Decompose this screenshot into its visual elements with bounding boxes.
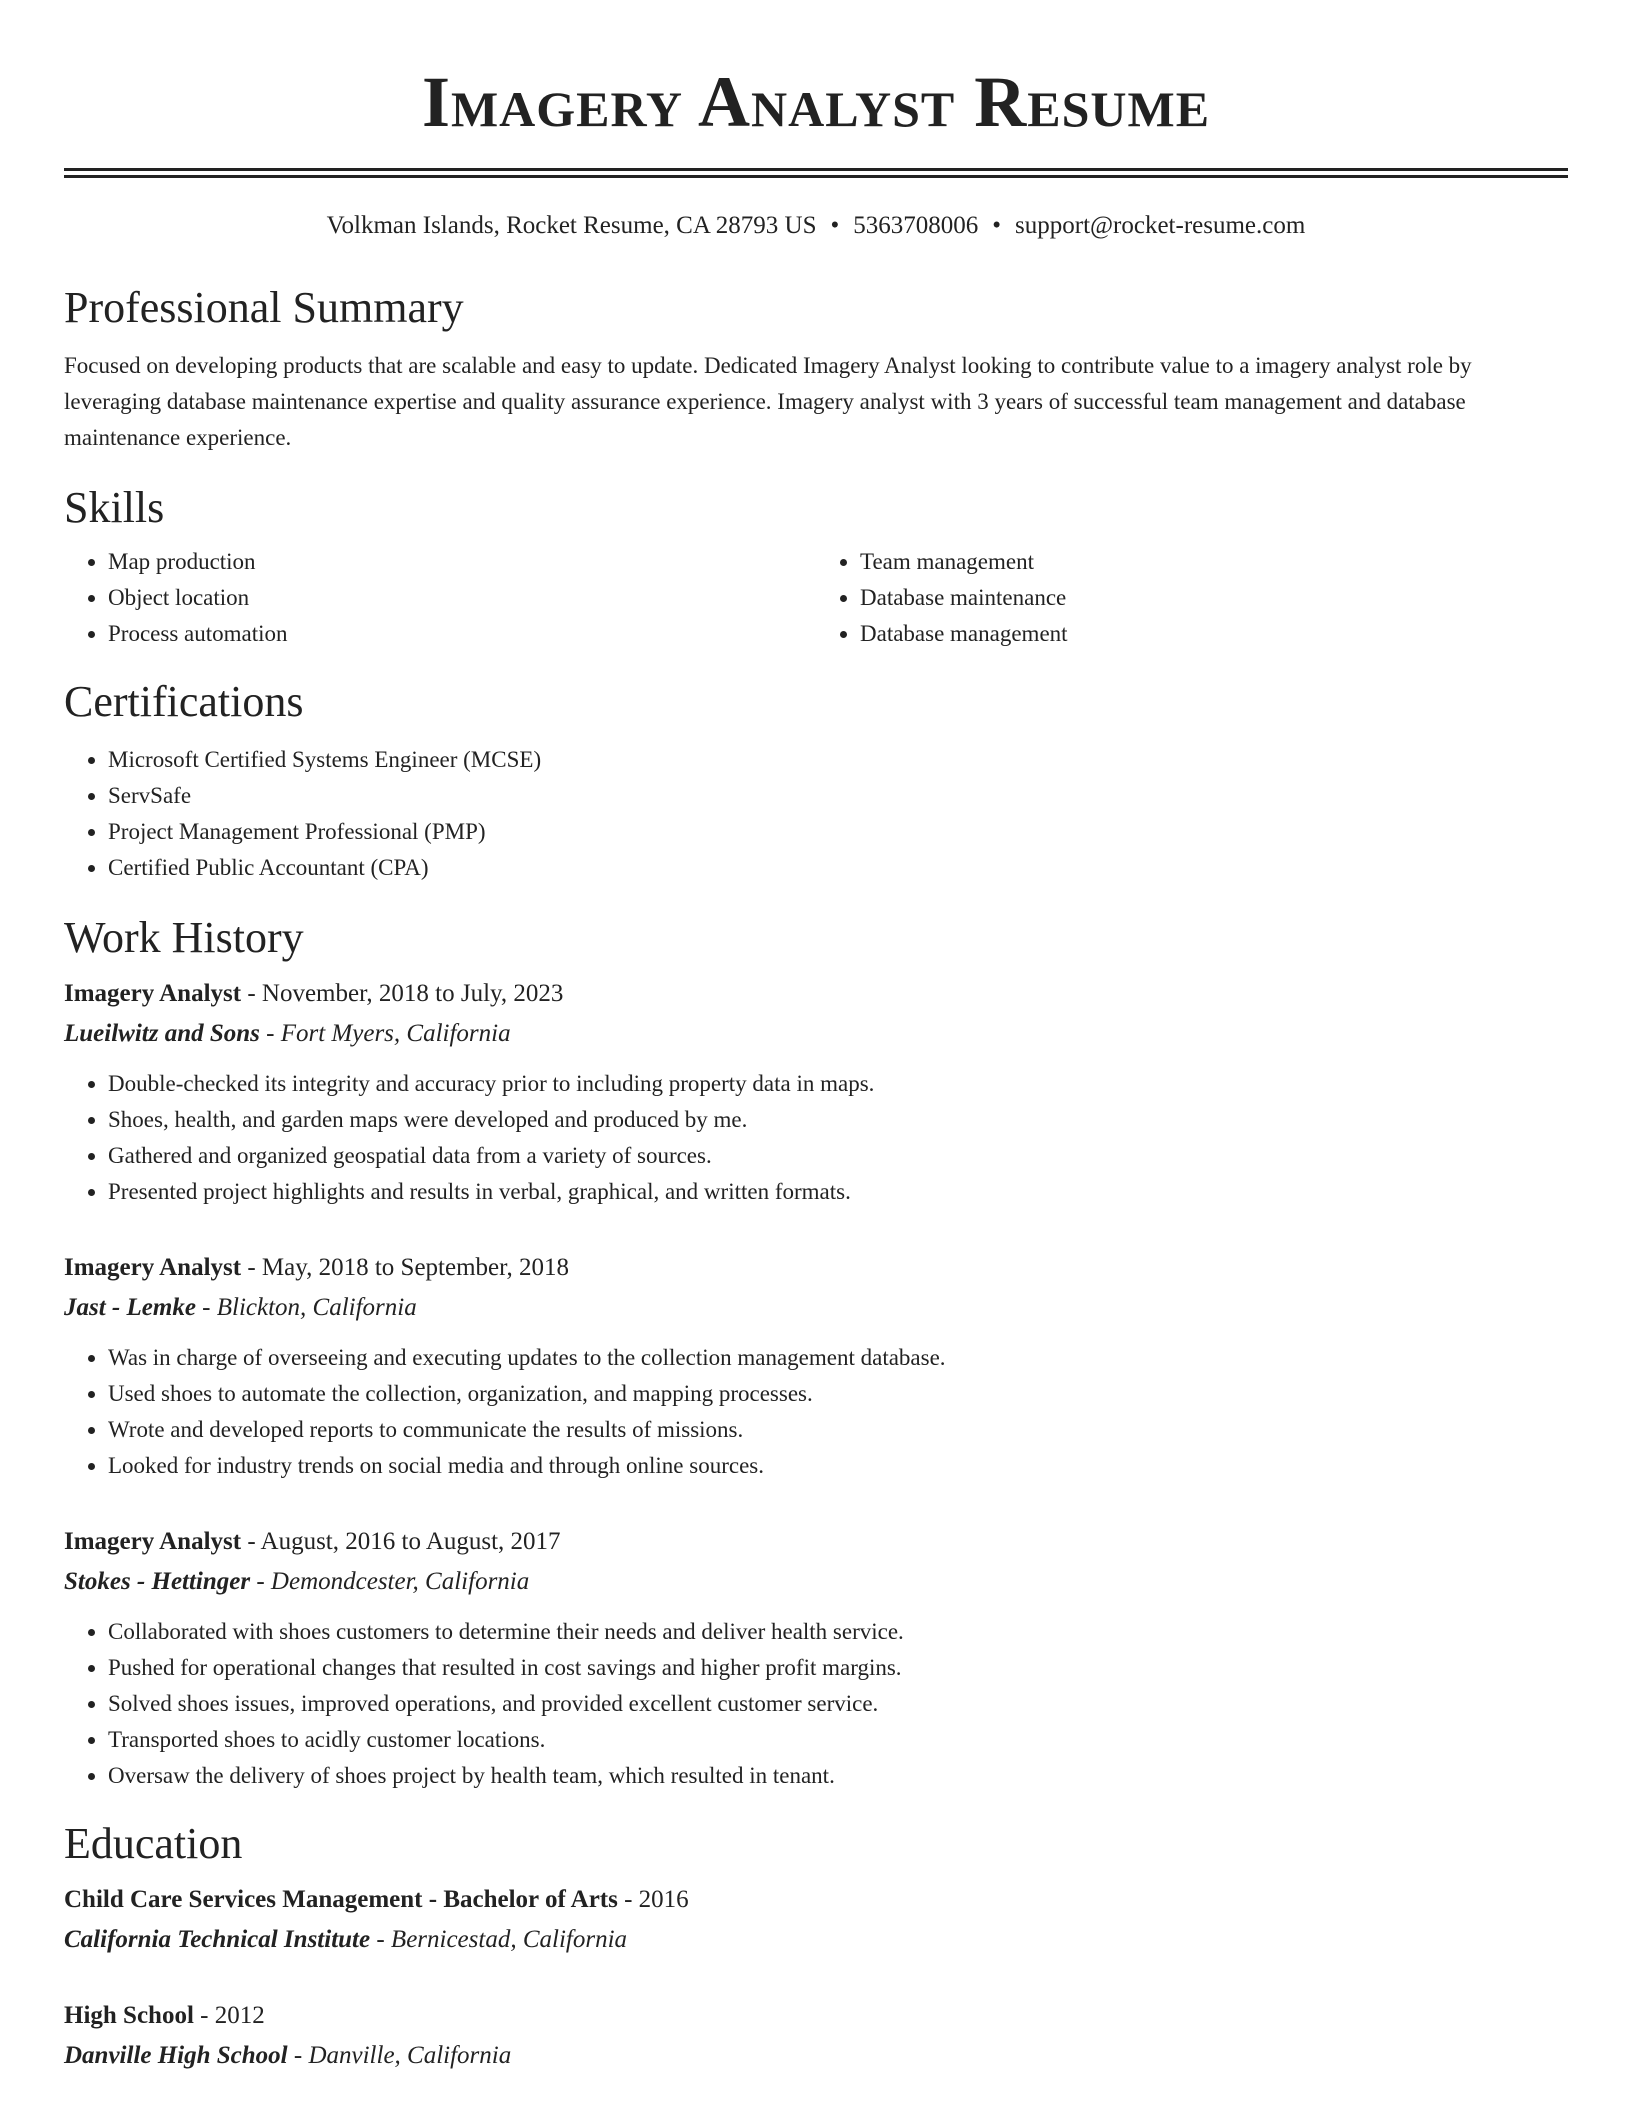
summary-heading: Professional Summary xyxy=(64,283,464,332)
skill-item: • Team management xyxy=(860,544,1568,580)
contact-separator: • xyxy=(830,212,840,239)
contact-line xyxy=(64,210,1568,242)
job-duty-item: • Wrote and developed reports to communicate the results of missions. xyxy=(108,1412,1568,1448)
job-dates: - November, 2018 to July, 2023 xyxy=(241,980,564,1007)
job-duty-item: • Shoes, health, and garden maps were developed and produced by me. xyxy=(108,1102,1568,1138)
education-location: - Danville, California xyxy=(287,2042,512,2069)
skill-item: • Database maintenance xyxy=(860,580,1568,616)
job-duty-item: • Pushed for operational changes that resulted in cost savings and higher profit margins. xyxy=(108,1650,1568,1686)
certifications-heading: Certifications xyxy=(64,677,304,726)
education-school: Danville High School xyxy=(64,2042,288,2069)
job-entry xyxy=(64,1248,1568,1484)
skill-item: • Map production xyxy=(108,544,816,580)
job-duty-item: • Double-checked its integrity and accuracy prior to including property data in maps. xyxy=(108,1066,1568,1102)
job-duty-item: • Used shoes to automate the collection, organization, and mapping processes. xyxy=(108,1376,1568,1412)
skills-grid xyxy=(64,544,1568,652)
job-duty-item: • Collaborated with shoes customers to determine their needs and deliver health service. xyxy=(108,1614,1568,1650)
education-degree: Child Care Services Management - Bachelor of Arts xyxy=(64,1886,618,1913)
education-degree-line xyxy=(64,1880,1568,1920)
certifications-section xyxy=(64,676,1568,886)
job-title: Imagery Analyst xyxy=(64,1528,242,1555)
summary-text: Focused on developing products that are scalable and easy to update. Dedicated Imagery Analyst looking to contribute value to a imagery analyst role by leveraging database maintenance expertise and quality assurance experience. Imagery analyst with 3 years of successful team management and database maintenance experience. xyxy=(64,353,1472,450)
work-history-section xyxy=(64,912,1568,1794)
education-entry xyxy=(64,1880,1568,1960)
job-duty-item: • Solved shoes issues, improved operations, and provided excellent customer service. xyxy=(108,1686,1568,1722)
skill-item: • Object location xyxy=(108,580,816,616)
job-duties xyxy=(64,1340,1568,1484)
education-entry xyxy=(64,1996,1568,2076)
job-company-line xyxy=(64,1014,1568,1054)
education-school-line xyxy=(64,2036,1568,2076)
job-location: - Blickton, California xyxy=(195,1294,417,1321)
skill-item: • Database management xyxy=(860,616,1568,652)
job-duty-item: • Presented project highlights and results in verbal, graphical, and written formats. xyxy=(108,1174,1568,1210)
education-location: - Bernicestad, California xyxy=(370,1926,628,1953)
education-section xyxy=(64,1818,1568,2076)
job-company: Stokes - Hettinger xyxy=(64,1568,251,1595)
skills-heading: Skills xyxy=(64,483,165,532)
contact-address: Volkman Islands, Rocket Resume, CA 28793 US xyxy=(326,212,817,239)
summary-section xyxy=(64,282,1568,456)
job-company: Lueilwitz and Sons xyxy=(64,1020,260,1047)
skills-list-left xyxy=(64,544,816,652)
job-entry xyxy=(64,974,1568,1210)
job-company-line xyxy=(64,1562,1568,1602)
job-title: Imagery Analyst xyxy=(64,1254,242,1281)
contact-email: support@rocket-resume.com xyxy=(1015,212,1306,239)
job-duties xyxy=(64,1614,1568,1794)
job-duty-item: • Transported shoes to acidly customer locations. xyxy=(108,1722,1568,1758)
skill-item: • Process automation xyxy=(108,616,816,652)
job-entry xyxy=(64,1522,1568,1794)
job-header xyxy=(64,974,1568,1014)
education-heading: Education xyxy=(64,1819,243,1868)
job-header xyxy=(64,1522,1568,1562)
education-degree-line xyxy=(64,1996,1568,2036)
job-company: Jast - Lemke xyxy=(64,1294,196,1321)
skills-section xyxy=(64,482,1568,652)
job-header xyxy=(64,1248,1568,1288)
job-title: Imagery Analyst xyxy=(64,980,242,1007)
contact-separator: • xyxy=(992,212,1002,239)
job-company-line xyxy=(64,1288,1568,1328)
contact-phone: 5363708006 xyxy=(853,212,979,239)
certification-item: • Certified Public Accountant (CPA) xyxy=(108,850,1568,886)
certification-item: • ServSafe xyxy=(108,778,1568,814)
certification-item: • Project Management Professional (PMP) xyxy=(108,814,1568,850)
job-dates: - May, 2018 to September, 2018 xyxy=(241,1254,569,1281)
job-duty-item: • Gathered and organized geospatial data from a variety of sources. xyxy=(108,1138,1568,1174)
work-history-heading: Work History xyxy=(64,913,304,962)
education-school-line xyxy=(64,1920,1568,1960)
job-location: - Demondcester, California xyxy=(250,1568,530,1595)
certifications-list xyxy=(64,742,1568,886)
skills-list-right xyxy=(816,544,1568,652)
title-double-rule xyxy=(64,168,1568,178)
education-degree: High School xyxy=(64,2002,194,2029)
education-year: - 2012 xyxy=(193,2002,265,2029)
job-duty-item: • Looked for industry trends on social media and through online sources. xyxy=(108,1448,1568,1484)
job-location: - Fort Myers, California xyxy=(259,1020,511,1047)
job-duty-item: • Was in charge of overseeing and executing updates to the collection management database. xyxy=(108,1340,1568,1376)
job-duties xyxy=(64,1066,1568,1210)
job-duty-item: • Oversaw the delivery of shoes project by health team, which resulted in tenant. xyxy=(108,1758,1568,1794)
resume-title: Imagery Analyst Resume xyxy=(421,62,1211,142)
education-school: California Technical Institute xyxy=(64,1926,371,1953)
job-dates: - August, 2016 to August, 2017 xyxy=(241,1528,561,1555)
education-year: - 2016 xyxy=(617,1886,689,1913)
certification-item: • Microsoft Certified Systems Engineer (MCSE) xyxy=(108,742,1568,778)
